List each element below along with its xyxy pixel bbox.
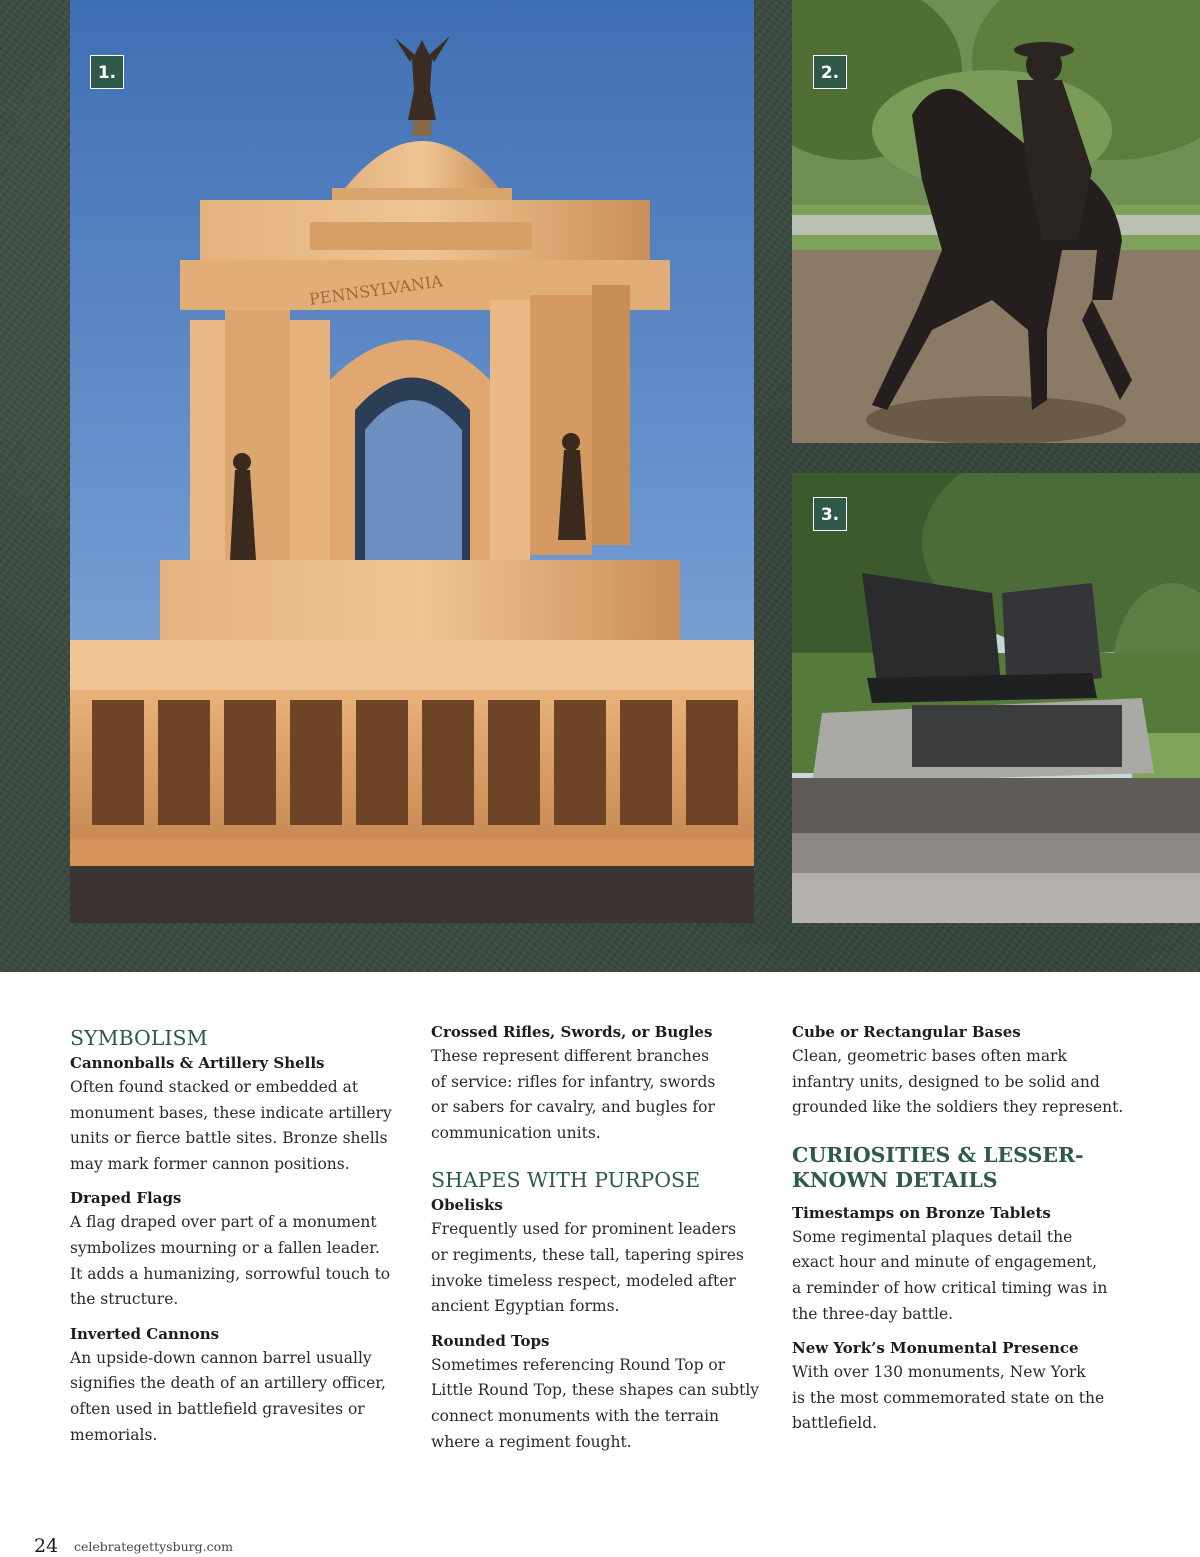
item-timestamps xyxy=(792,1201,1132,1327)
item-body xyxy=(792,1044,1132,1121)
photo-number-badge-3: 3. xyxy=(813,497,847,531)
body-line: is the most commemorated state on the xyxy=(792,1388,1105,1407)
body-line: infantry units, designed to be solid and xyxy=(792,1072,1100,1091)
item-cube-bases xyxy=(792,1020,1132,1121)
item-body xyxy=(792,1225,1132,1327)
body-line: ancient Egyptian forms. xyxy=(431,1297,620,1316)
photo-pennsylvania-memorial xyxy=(70,0,754,923)
body-line: It adds a humanizing, sorrowful touch to xyxy=(70,1264,391,1283)
equestrian-statue-illustration xyxy=(792,0,1200,443)
item-heading: Inverted Cannons xyxy=(70,1324,220,1343)
body-line: invoke timeless respect, modeled after xyxy=(431,1271,736,1290)
section-heading-curiosities xyxy=(792,1143,1132,1193)
book-monument-illustration xyxy=(792,473,1200,923)
item-heading: Crossed Rifles, Swords, or Bugles xyxy=(431,1023,713,1041)
body-line: battlefield. xyxy=(792,1414,878,1433)
body-line: An upside-down cannon barrel usually xyxy=(70,1348,372,1367)
body-line: memorials. xyxy=(70,1425,158,1444)
body-line: signifies the death of an artillery officer, xyxy=(70,1374,386,1393)
item-obelisks xyxy=(431,1193,771,1319)
body-line: Often found stacked or embedded at xyxy=(70,1078,359,1096)
body-line: Sometimes referencing Round Top or xyxy=(431,1355,726,1374)
item-body xyxy=(431,1353,771,1455)
body-line: units or fierce battle sites. Bronze shells xyxy=(70,1129,388,1148)
photo-number-badge-2: 2. xyxy=(813,55,847,89)
body-line: may mark former cannon positions. xyxy=(70,1154,350,1173)
item-draped-flags xyxy=(70,1186,410,1312)
footer-site: celebrategettysburg.com xyxy=(74,1539,233,1554)
photo-book-monument xyxy=(792,473,1200,923)
column-3 xyxy=(792,1020,1132,1437)
body-line: Some regimental plaques detail the xyxy=(792,1227,1073,1246)
body-line: With over 130 monuments, New York xyxy=(792,1363,1086,1382)
item-heading: New York’s Monumental Presence xyxy=(792,1339,1079,1358)
pennsylvania-memorial-illustration xyxy=(70,0,754,923)
heading-line: CURIOSITIES & LESSER- xyxy=(792,1142,1084,1167)
item-heading: Obelisks xyxy=(431,1196,503,1215)
item-body xyxy=(792,1360,1132,1437)
body-line: monument bases, these indicate artillery xyxy=(70,1103,392,1122)
section-heading-symbolism: SYMBOLISM xyxy=(70,1026,208,1050)
item-inverted-cannons xyxy=(70,1322,410,1448)
body-line: the three-day battle. xyxy=(792,1304,954,1323)
item-heading: Cannonballs & Artillery Shells xyxy=(70,1054,325,1072)
body-line: These represent different branches xyxy=(431,1047,710,1065)
heading-line: KNOWN DETAILS xyxy=(792,1167,998,1192)
body-line: A flag draped over part of a monument xyxy=(70,1213,377,1232)
body-line: or regiments, these tall, tapering spires xyxy=(431,1245,744,1264)
item-rounded-tops xyxy=(431,1329,771,1455)
body-line: or sabers for cavalry, and bugles for xyxy=(431,1098,715,1117)
body-line: of service: rifles for infantry, swords xyxy=(431,1072,716,1091)
item-body xyxy=(431,1217,771,1319)
body-line: Frequently used for prominent leaders xyxy=(431,1220,737,1239)
body-line: where a regiment fought. xyxy=(431,1432,632,1451)
body-line: a reminder of how critical timing was in xyxy=(792,1278,1108,1297)
body-line: symbolizes mourning or a fallen leader. xyxy=(70,1238,380,1257)
body-line: exact hour and minute of engagement, xyxy=(792,1253,1098,1272)
item-crossed-rifles xyxy=(431,1020,771,1146)
body-line: communication units. xyxy=(431,1123,601,1142)
photo-equestrian-statue xyxy=(792,0,1200,443)
body-line: grounded like the soldiers they represent. xyxy=(792,1098,1124,1117)
body-line: Clean, geometric bases often mark xyxy=(792,1047,1067,1065)
item-heading: Rounded Tops xyxy=(431,1331,550,1350)
body-line: connect monuments with the terrain xyxy=(431,1406,720,1425)
item-heading: Timestamps on Bronze Tablets xyxy=(792,1203,1051,1222)
item-body xyxy=(70,1346,410,1448)
item-new-york xyxy=(792,1336,1132,1437)
body-line: Little Round Top, these shapes can subtly xyxy=(431,1381,760,1400)
item-cannonballs xyxy=(70,1051,410,1177)
item-heading: Cube or Rectangular Bases xyxy=(792,1023,1021,1041)
body-line: the structure. xyxy=(70,1290,179,1309)
section-heading-shapes: SHAPES WITH PURPOSE xyxy=(431,1168,701,1193)
page-number: 24 xyxy=(34,1535,59,1557)
photo-number-badge-1: 1. xyxy=(90,55,124,89)
item-body xyxy=(70,1210,410,1312)
svg-text:PENNSYLVANIA: PENNSYLVANIA xyxy=(307,271,444,309)
column-1 xyxy=(70,1020,410,1448)
item-heading: Draped Flags xyxy=(70,1189,182,1208)
item-body xyxy=(431,1044,771,1146)
item-body xyxy=(70,1075,410,1177)
column-2 xyxy=(431,1020,771,1455)
body-line: often used in battlefield gravesites or xyxy=(70,1399,365,1418)
